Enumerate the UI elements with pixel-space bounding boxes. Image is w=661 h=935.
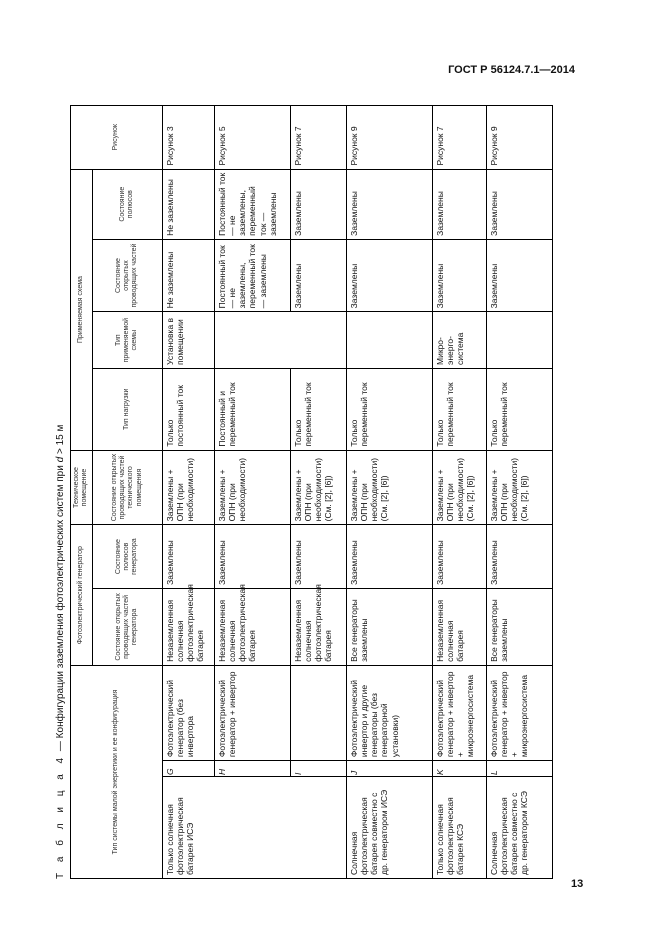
table-row-j — [346, 106, 432, 879]
scheme-poles-cell: Заземлены — [290, 169, 346, 239]
header-pv-poles: Состояние полюсов генератора — [92, 525, 162, 588]
config-letter: K — [432, 761, 486, 777]
table-row-k — [432, 106, 486, 879]
load-cell: Только переменный ток — [290, 369, 346, 451]
load-cell: Только переменный ток — [486, 369, 552, 451]
scheme-poles-cell: Заземлены — [432, 169, 486, 239]
tech-cell: Заземлены + ОПН (при необходимости) (См. [2], [6]) — [486, 450, 552, 525]
header-system: Тип системы малой энергетики и ее конфигурация — [71, 665, 163, 878]
header-scheme-group: Применяемая схема — [71, 169, 93, 450]
pv-parts-cell: Незаземленная солнечная фотоэлектрическая батарея — [290, 588, 346, 665]
pv-poles-cell: Заземлены — [162, 525, 214, 588]
table-row-l — [486, 106, 552, 879]
pv-parts-cell: Все генераторы заземлены — [486, 588, 552, 665]
header-tech-group: Техническое помещение — [71, 450, 93, 525]
scheme-type-cell: Микро-энерго-система — [432, 312, 486, 369]
pv-parts-cell: Незаземленная солнечная батарея — [432, 588, 486, 665]
load-cell: Только переменный ток — [346, 369, 432, 451]
figure-cell: Рисунок 9 — [346, 106, 432, 170]
load-cell: Постоянный и переменный ток — [214, 369, 290, 451]
pv-parts-cell: Все генераторы заземлены — [346, 588, 432, 665]
scheme-parts-cell: Заземлены — [290, 239, 346, 312]
caption-tail: > 15 м — [55, 424, 66, 457]
header-scheme-poles: Состояние полюсов — [92, 169, 162, 239]
header-tech-parts: Состояние открытых проводящих частей технического помещения — [92, 450, 162, 525]
config-cell: Фотоэлектрический инвертор и другие генераторы (без генераторной установки) — [346, 665, 432, 760]
load-cell: Только переменный ток — [432, 369, 486, 451]
scheme-poles-cell: Постоянный ток — не заземлены, переменный ток — заземлены — [214, 169, 290, 239]
grounding-config-table — [70, 105, 553, 879]
config-cell: Фотоэлектрический генератор + инвертор + микроэнергосистема — [432, 665, 486, 760]
config-letter: H — [214, 761, 290, 777]
pv-poles-cell: Заземлены — [346, 525, 432, 588]
config-letter: G — [162, 761, 214, 777]
table-row-h — [214, 106, 290, 879]
tech-cell: Заземлены + ОПН (при необходимости) — [162, 450, 214, 525]
tech-cell: Заземлены + ОПН (при необходимости) (См. [2], [6]) — [290, 450, 346, 525]
pv-poles-cell: Заземлены — [486, 525, 552, 588]
system-type-cell: Только солнечная фотоэлектрическая батарея ИСЭ — [162, 777, 346, 879]
scheme-type-cell — [346, 312, 432, 369]
config-cell: Фотоэлектрический генератор + инвертор — [214, 665, 290, 760]
figure-cell: Рисунок 9 — [486, 106, 552, 170]
caption-text: — Конфигурации заземления фотоэлектрических систем при — [55, 462, 66, 754]
scheme-parts-cell: Заземлены — [432, 239, 486, 312]
rotated-table-block — [52, 105, 592, 879]
scheme-parts-cell: Постоянный ток — не заземлены, переменный ток — заземлены — [214, 239, 290, 312]
scheme-poles-cell: Заземлены — [346, 169, 432, 239]
config-letter: I — [290, 761, 346, 777]
scheme-type-cell — [486, 312, 552, 369]
header-scheme-parts: Состояние открытых проводящих частей — [92, 239, 162, 312]
header-pv-parts: Состояние открытых проводящих частей генератора — [92, 588, 162, 665]
config-letter: L — [486, 761, 552, 777]
tech-cell: Заземлены + ОПН (при необходимости) (См. [2], [6]) — [346, 450, 432, 525]
scheme-parts-cell: Заземлены — [346, 239, 432, 312]
pv-poles-cell: Заземлены — [214, 525, 290, 588]
scheme-poles-cell: Не заземлены — [162, 169, 214, 239]
header-pv-group: Фотоэлектрический генератор — [71, 525, 93, 666]
figure-cell: Рисунок 5 — [214, 106, 290, 170]
figure-cell: Рисунок 7 — [290, 106, 346, 170]
scheme-parts-cell: Не заземлены — [162, 239, 214, 312]
config-cell: Фотоэлектрический генератор + инвертор + микроэнергосистема — [486, 665, 552, 760]
standard-number: ГОСТ Р 56124.7.1—2014 — [448, 64, 575, 76]
scheme-parts-cell: Заземлены — [486, 239, 552, 312]
header-load: Тип нагрузки — [92, 369, 162, 451]
table-caption — [52, 105, 70, 879]
table-row-i — [290, 106, 346, 879]
caption-variable: d — [55, 456, 66, 463]
figure-cell: Рисунок 3 — [162, 106, 214, 170]
page-number: 13 — [571, 878, 584, 890]
system-type-cell: Солнечная фотоэлектрическая батарея совместно с др. генератором ИСЭ — [346, 777, 432, 879]
pv-poles-cell: Заземлены — [290, 525, 346, 588]
scheme-poles-cell: Заземлены — [486, 169, 552, 239]
config-cell — [290, 665, 346, 760]
system-type-cell: Только солнечная фотоэлектрическая батарея КСЭ — [432, 777, 486, 879]
figure-cell: Рисунок 7 — [432, 106, 486, 170]
header-figure: Рисунок — [71, 106, 163, 170]
pv-poles-cell: Заземлены — [432, 525, 486, 588]
pv-parts-cell: Незаземленная солнечная фотоэлектрическая батарея — [162, 588, 214, 665]
scheme-type-cell — [214, 312, 346, 369]
system-type-cell: Солнечная фотоэлектрическая батарея совместно с др. генератором КСЭ — [486, 777, 552, 879]
caption-label: Т а б л и ц а 4 — [55, 753, 66, 879]
tech-cell: Заземлены + ОПН (при необходимости) — [214, 450, 290, 525]
pv-parts-cell: Незаземленная солнечная фотоэлектрическая батарея — [214, 588, 290, 665]
tech-cell: Заземлены + ОПН (при необходимости) (См. [2], [6]) — [432, 450, 486, 525]
header-scheme-type: Тип применяемой схемы — [92, 312, 162, 369]
table-row-g — [162, 106, 214, 879]
scheme-type-cell: Установка в помещении — [162, 312, 214, 369]
config-letter: J — [346, 761, 432, 777]
load-cell: Только постоянный ток — [162, 369, 214, 451]
config-cell: Фотоэлектрический генератор (без инвертора — [162, 665, 214, 760]
